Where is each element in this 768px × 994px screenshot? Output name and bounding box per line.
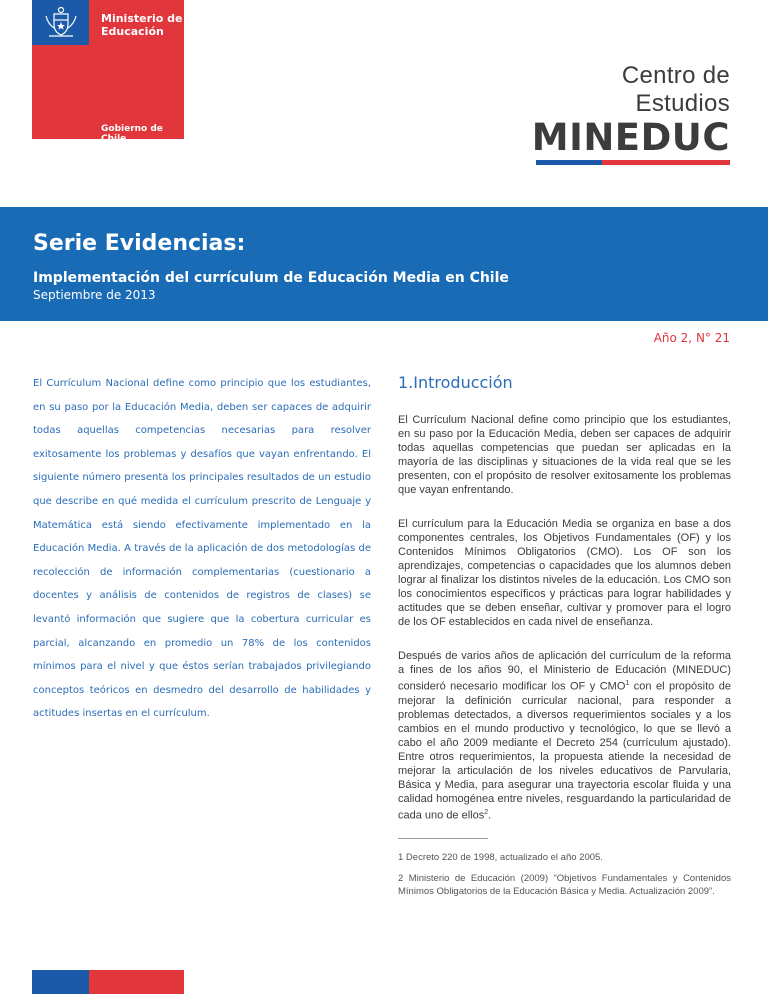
issue-number: Año 2, N° 21 [653,331,730,345]
introduction-section [398,372,731,906]
ministry-line-2: Educación [101,25,164,38]
footnote-divider [398,838,488,839]
mineduc-wordmark: MINEDUC [531,116,730,159]
footnote-ref-2[interactable]: 2 [484,808,489,816]
intro-paragraph-3 [398,649,731,822]
centro-estudios-logo [530,62,730,165]
gov-logo [32,0,184,144]
ministry-name [101,12,183,38]
paragraph-3-text-b: con el propósito de mejorar la definición curricular nacional, para responder a problemas detectados, a diversos requerimientos sociales y a los cambios en el mundo productivo y tecnológico, lo que se llevó a cabo el año 2009 mediante el Decreto 254 (currículum ajustado). Entre otros requerimientos, la propuesta atiende la necesidad de mejorar la articulación de los niveles educativos de Parvularia, Básica y Media, para asegurar una trayectoria escolar fluida y una calidad homogénea entre niveles, resguardando la particularidad de cada uno de ellos [398,680,731,822]
paragraph-3-text-a: Después de varios años de aplicación del currículum de la reforma a fines de los años 90, el Ministerio de Educación (MINEDUC) consideró necesario modificar los OF y CMO [398,650,731,693]
publication-date: Septiembre de 2013 [33,288,156,302]
paragraph-3-text-c: . [488,809,492,822]
series-title: Serie Evidencias: [33,231,246,256]
coat-of-arms-icon [42,6,80,40]
footnote-ref-1[interactable]: 1 [625,680,630,687]
centro-estudios-label: Centro de Estudios [621,62,730,117]
abstract: El Currículum Nacional define como principio que los estudiantes, en su paso por la Educación Media, deben ser capaces de adquirir todas aquellas competencias necesarias para resolver exitosamente los problemas y desafíos que vayan enfrentando. El siguiente número presenta los principales resultados de un estudio que describe en qué medida el currículum prescrito de Lenguaje y Matemática está siendo efectivamente implementado en la Educación Media. A través de la aplicación de dos metodologías de recolección de información complementarias (cuestionario a docentes y análisis de contenidos de registros de clases) se levantó información que sugiere que la cobertura curricular es parcial, alcanzando en promedio un 78% de los contenidos mínimos para el nivel y que éstos serían trabajados privilegiando conceptos teóricos en desmedro del desarrollo de habilidades y actitudes insertas en el currículum. [33,378,371,720]
intro-paragraph-2: El currículum para la Educación Media se organiza en base a dos componentes centrales, los Objetivos Fundamentales (OF) y los Contenidos Mínimos Obligatorios (CMO). Los OF son los aprendizajes, competencias o capacidades que los alumnos deben lograr al finalizar los distintos niveles de la educación. Los CMO son los conocimientos específicos y prácticas para lograr habilidades y actitudes que se deben enseñar, cultivar y promover para el logro de los OF establecidos en cada nivel de enseñanza. [398,518,731,628]
title-band [0,207,768,321]
bottom-flag-stripe [32,970,184,994]
government-name: Gobierno de Chile [101,124,163,144]
intro-paragraph-1: El Currículum Nacional define como principio que los estudiantes, en su paso por la Educación Media, deben ser capaces de adquirir todas aquellas competencias que puedan ser aplicadas en la mayoría de las disciplinas y situaciones de la vida real que se les presenten, con el propósito de resolver exitosamente los problemas que vayan enfrentando. [398,414,731,496]
footnote-2: 2 Ministerio de Educación (2009) “Objetivos Fundamentales y Contenidos Mínimos Obligatorios de la Educación Básica y Media. Actualización 2009”. [398,873,731,898]
logo-flag-stripe [536,160,730,165]
ministry-line-1: Ministerio de [101,12,183,25]
report-title: Implementación del currículum de Educación Media en Chile [33,270,509,286]
section-heading: 1.Introducción [398,373,513,392]
footnote-1: 1 Decreto 220 de 1998, actualizado el año 2005. [398,852,603,864]
